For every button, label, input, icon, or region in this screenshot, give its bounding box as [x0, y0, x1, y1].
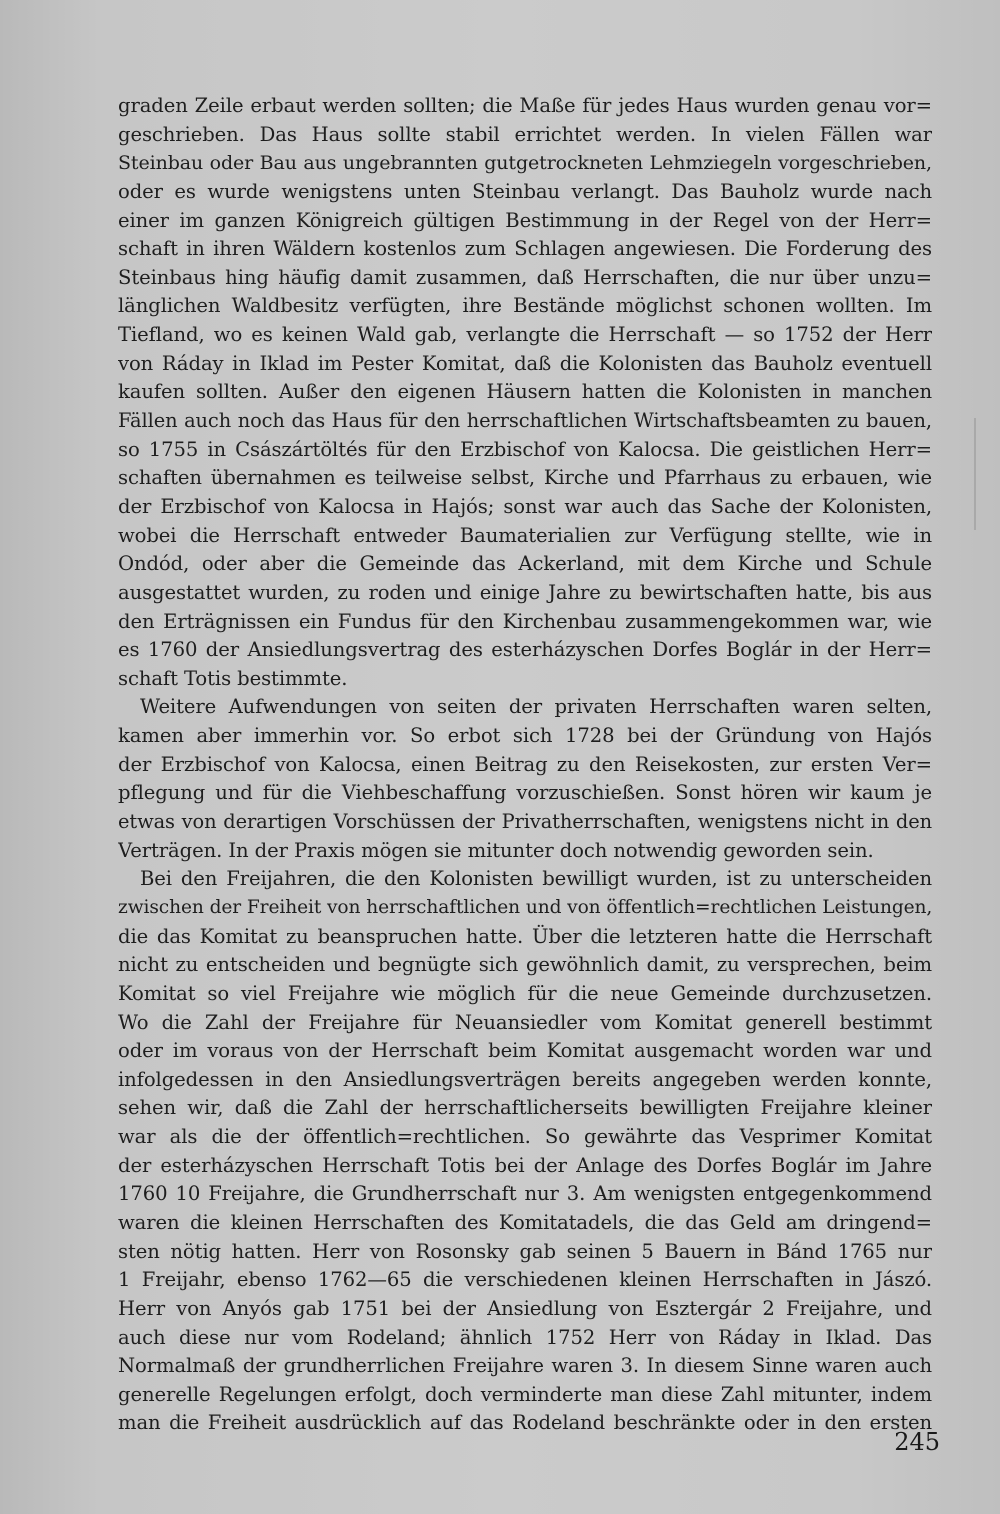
- text-line: etwas von derartigen Vorschüssen der Privatherrschaften, wenigstens nicht in den: [118, 810, 932, 834]
- text-line: 1 Freijahr, ebenso 1762—65 die verschiedenen kleinen Herrschaften in Jászó.: [118, 1268, 932, 1292]
- paragraph-start-line: Weitere Aufwendungen von seiten der privaten Herrschaften waren selten,: [140, 695, 932, 719]
- paragraph-end-line: Verträgen. In der Praxis mögen sie mitunter doch notwendig geworden sein.: [118, 838, 874, 862]
- margin-mark: [974, 418, 976, 530]
- text-line: Fällen auch noch das Haus für den herrschaftlichen Wirtschaftsbeamten zu bauen,: [118, 409, 932, 433]
- text-line: waren die kleinen Herrschaften des Komitatadels, die das Geld am dringend=: [118, 1210, 932, 1234]
- text-line: geschrieben. Das Haus sollte stabil errichtet werden. In vielen Fällen war: [118, 122, 932, 146]
- text-line: generelle Regelungen erfolgt, doch verminderte man diese Zahl mitunter, indem: [118, 1382, 932, 1406]
- text-line: es 1760 der Ansiedlungsvertrag des esterházyschen Dorfes Boglár in der Herr=: [118, 638, 932, 662]
- text-line: oder es wurde wenigstens unten Steinbau verlangt. Das Bauholz wurde nach: [118, 179, 932, 203]
- text-line: kamen aber immerhin vor. So erbot sich 1728 bei der Gründung von Hajós: [118, 724, 932, 748]
- text-line: sehen wir, daß die Zahl der herrschaftlicherseits bewilligten Freijahre kleiner: [118, 1096, 932, 1120]
- text-line: war als die der öffentlich=rechtlichen. So gewährte das Vesprimer Komitat: [118, 1125, 932, 1149]
- text-line: Normalmaß der grundherrlichen Freijahre waren 3. In diesem Sinne waren auch: [118, 1354, 932, 1378]
- paragraph-start-line: Bei den Freijahren, die den Kolonisten bewilligt wurden, ist zu unterscheiden: [140, 867, 932, 891]
- text-line: der Erzbischof von Kalocsa, einen Beitrag zu den Reisekosten, zur ersten Ver=: [118, 752, 932, 776]
- text-line: Steinbau oder Bau aus ungebrannten gutgetrockneten Lehmziegeln vorgeschrieben,: [118, 152, 932, 175]
- text-line: [118, 1438, 932, 1467]
- text-line: der Erzbischof von Kalocsa in Hajós; sonst war auch das Sache der Kolonisten,: [118, 494, 932, 518]
- text-line: pflegung und für die Viehbeschaffung vorzuschießen. Sonst hören wir kaum je: [118, 781, 932, 805]
- text-line: von Ráday in Iklad im Pester Komitat, daß die Kolonisten das Bauholz eventuell: [118, 351, 932, 375]
- text-line: der esterházyschen Herrschaft Totis bei der Anlage des Dorfes Boglár im Jahre: [118, 1153, 932, 1177]
- text-line: einer im ganzen Königreich gültigen Bestimmung in der Regel von der Herr=: [118, 208, 932, 232]
- text-line: ausgestattet wurden, zu roden und einige Jahre zu bewirtschaften hatte, bis aus: [118, 580, 932, 604]
- text-line: 1760 10 Freijahre, die Grundherrschaft nur 3. Am wenigsten entgegenkommend: [118, 1182, 932, 1206]
- body-text: [118, 92, 932, 1467]
- text-line: die das Komitat zu beanspruchen hatte. Über die letzteren hatte die Herrschaft: [118, 924, 932, 948]
- page-number: 245: [894, 1428, 940, 1456]
- paragraph-end-line: schaft Totis bestimmte.: [118, 666, 348, 690]
- text-line: Wo die Zahl der Freijahre für Neuansiedler vom Komitat generell bestimmt: [118, 1010, 932, 1034]
- text-line: Tiefland, wo es keinen Wald gab, verlangte die Herrschaft — so 1752 der Herr: [118, 323, 932, 347]
- text-line: kaufen sollten. Außer den eigenen Häusern hatten die Kolonisten in manchen: [118, 380, 932, 404]
- text-line: graden Zeile erbaut werden sollten; die Maße für jedes Haus wurden genau vor=: [118, 94, 932, 117]
- text-line: Herr von Anyós gab 1751 bei der Ansiedlung von Esztergár 2 Freijahre, und: [118, 1296, 932, 1320]
- text-line: schaften übernahmen es teilweise selbst, Kirche und Pfarrhaus zu erbauen, wie: [118, 466, 932, 490]
- text-line: infolgedessen in den Ansiedlungsverträgen bereits angegeben werden konnte,: [118, 1067, 932, 1091]
- text-line: den Erträgnissen ein Fundus für den Kirchenbau zusammengekommen war, wie: [118, 609, 932, 633]
- text-line: wobei die Herrschaft entweder Baumaterialien zur Verfügung stellte, wie in: [118, 523, 932, 547]
- text-line: nicht zu entscheiden und begnügte sich gewöhnlich damit, zu versprechen, beim: [118, 953, 932, 977]
- text-line: Ondód, oder aber die Gemeinde das Ackerland, mit dem Kirche und Schule: [118, 552, 932, 576]
- text-line: man die Freiheit ausdrücklich auf das Rodeland beschränkte oder in den ersten: [118, 1411, 932, 1435]
- text-line: länglichen Waldbesitz verfügten, ihre Bestände möglichst schonen wollten. Im: [118, 294, 932, 318]
- text-line: so 1755 in Császártöltés für den Erzbischof von Kalocsa. Die geistlichen Herr=: [118, 437, 932, 461]
- text-line: zwischen der Freiheit von herrschaftlichen und von öffentlich=rechtlichen Leistungen,: [118, 896, 932, 918]
- text-line: Komitat so viel Freijahre wie möglich für die neue Gemeinde durchzusetzen.: [118, 981, 932, 1005]
- text-line: schaft in ihren Wäldern kostenlos zum Schlagen angewiesen. Die Forderung des: [118, 237, 932, 261]
- text-line: sten nötig hatten. Herr von Rosonsky gab seinen 5 Bauern in Bánd 1765 nur: [118, 1239, 932, 1263]
- text-line: oder im voraus von der Herrschaft beim Komitat ausgemacht worden war und: [118, 1039, 932, 1063]
- text-line: Steinbaus hing häufig damit zusammen, daß Herrschaften, die nur über unzu=: [118, 265, 932, 289]
- text-line: auch diese nur vom Rodeland; ähnlich 1752 Herr von Ráday in Iklad. Das: [118, 1325, 932, 1349]
